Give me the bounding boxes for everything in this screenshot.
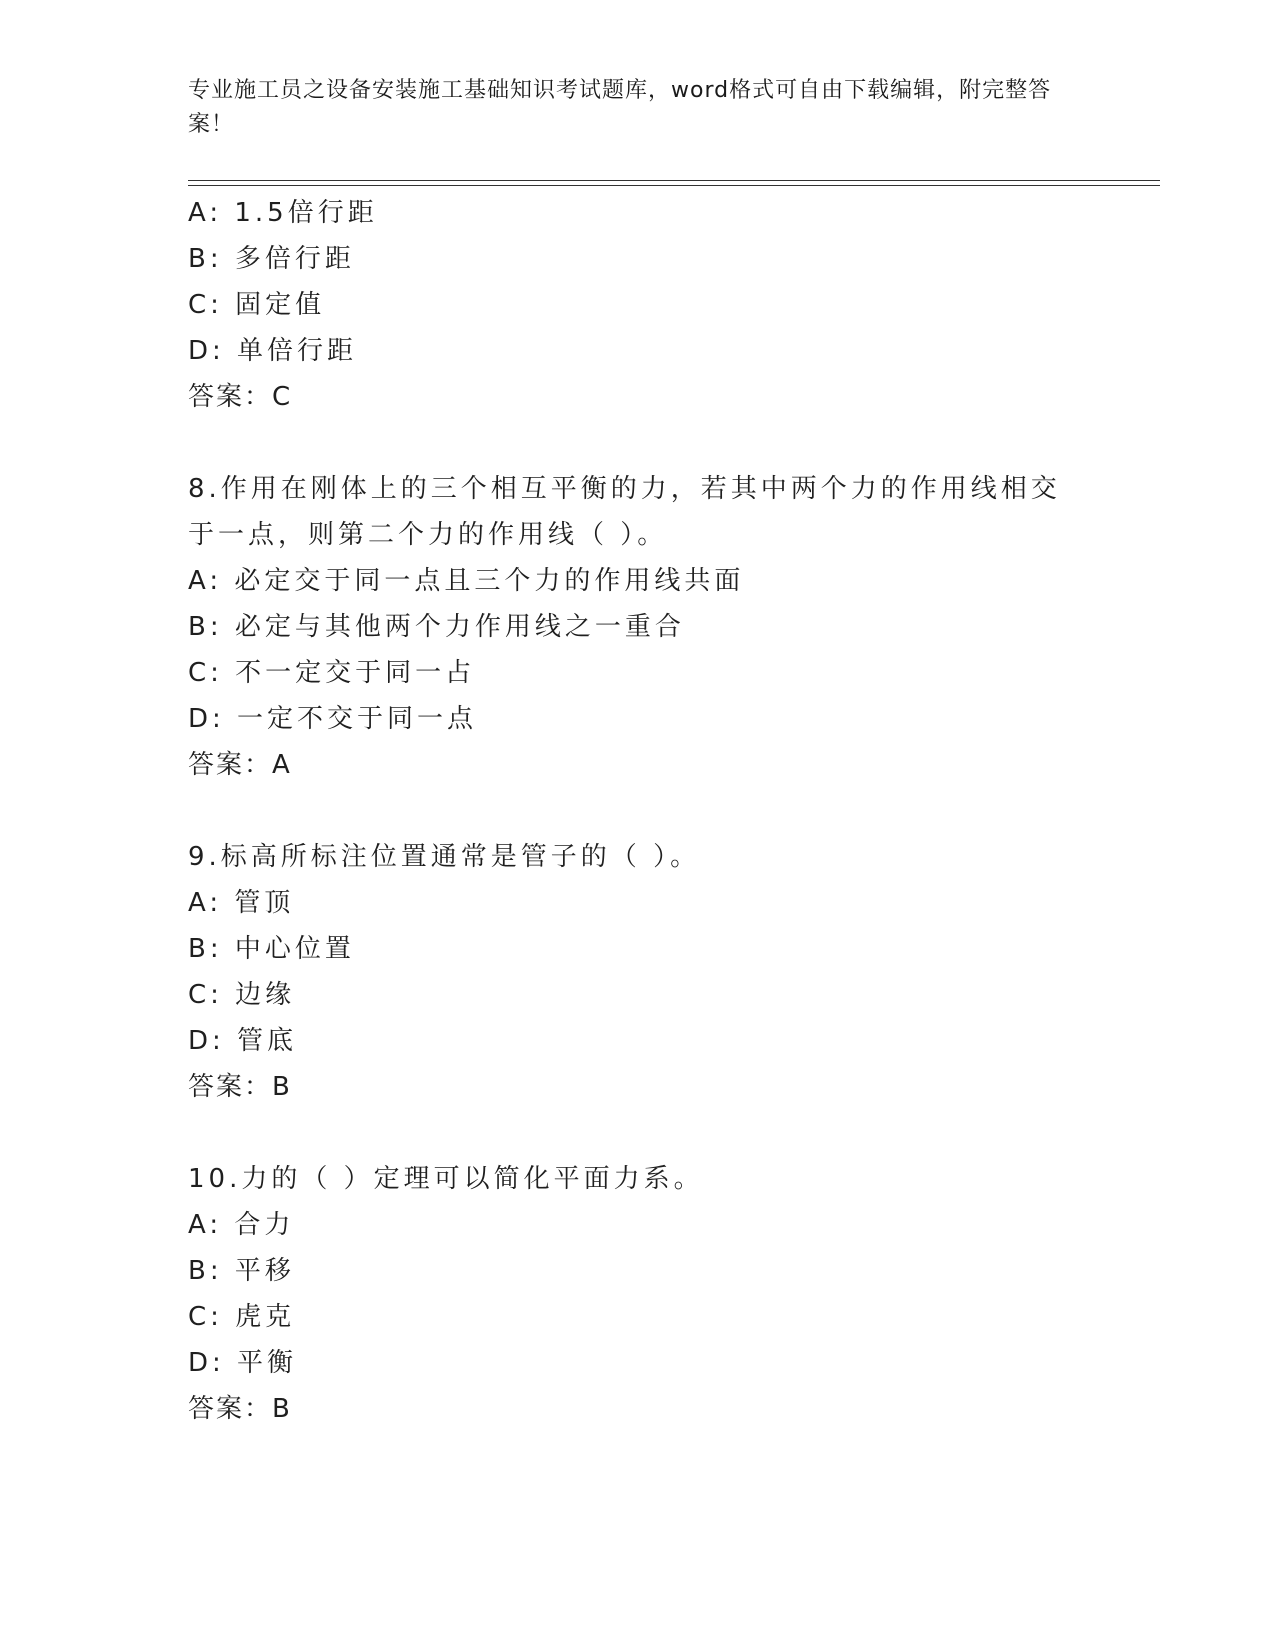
question-text: 8.作用在刚体上的三个相互平衡的力，若其中两个力的作用线相交于一点，则第二个力的作用线（ ）。 (188, 474, 1061, 550)
answer-line: 答案：A (188, 750, 292, 780)
answer-line: 答案：C (188, 382, 293, 412)
option-a: A: 1.5倍行距 (188, 198, 378, 228)
option-d: D: 单倍行距 (188, 336, 358, 366)
question-block-prev (188, 190, 1088, 420)
option-c: C: 边缘 (188, 980, 296, 1010)
option-d: D: 一定不交于同一点 (188, 704, 478, 734)
option-b: B: 中心位置 (188, 934, 355, 964)
answer-line: 答案：B (188, 1072, 292, 1102)
option-d: D: 平衡 (188, 1348, 298, 1378)
option-a: A: 管顶 (188, 888, 295, 918)
question-text: 9.标高所标注位置通常是管子的（ ）。 (188, 842, 701, 872)
question-text: 10.力的（ ）定理可以简化平面力系。 (188, 1164, 704, 1194)
header-rule-top (188, 180, 1160, 181)
option-c: C: 固定值 (188, 290, 326, 320)
answer-line: 答案：B (188, 1394, 292, 1424)
header-rule-bottom (188, 185, 1160, 186)
option-d: D: 管底 (188, 1026, 298, 1056)
option-b: B: 平移 (188, 1256, 295, 1286)
option-c: C: 虎克 (188, 1302, 296, 1332)
option-a: A: 必定交于同一点且三个力的作用线共面 (188, 566, 745, 596)
question-block-8 (188, 466, 1088, 788)
option-b: B: 多倍行距 (188, 244, 355, 274)
question-block-9 (188, 834, 1088, 1110)
question-block-10 (188, 1156, 1088, 1432)
option-b: B: 必定与其他两个力作用线之一重合 (188, 612, 685, 642)
option-a: A: 合力 (188, 1210, 295, 1240)
document-header: 专业施工员之设备安装施工基础知识考试题库，word格式可自由下载编辑，附完整答案！ (188, 78, 1052, 137)
option-c: C: 不一定交于同一占 (188, 658, 476, 688)
question-list (188, 190, 1088, 1432)
